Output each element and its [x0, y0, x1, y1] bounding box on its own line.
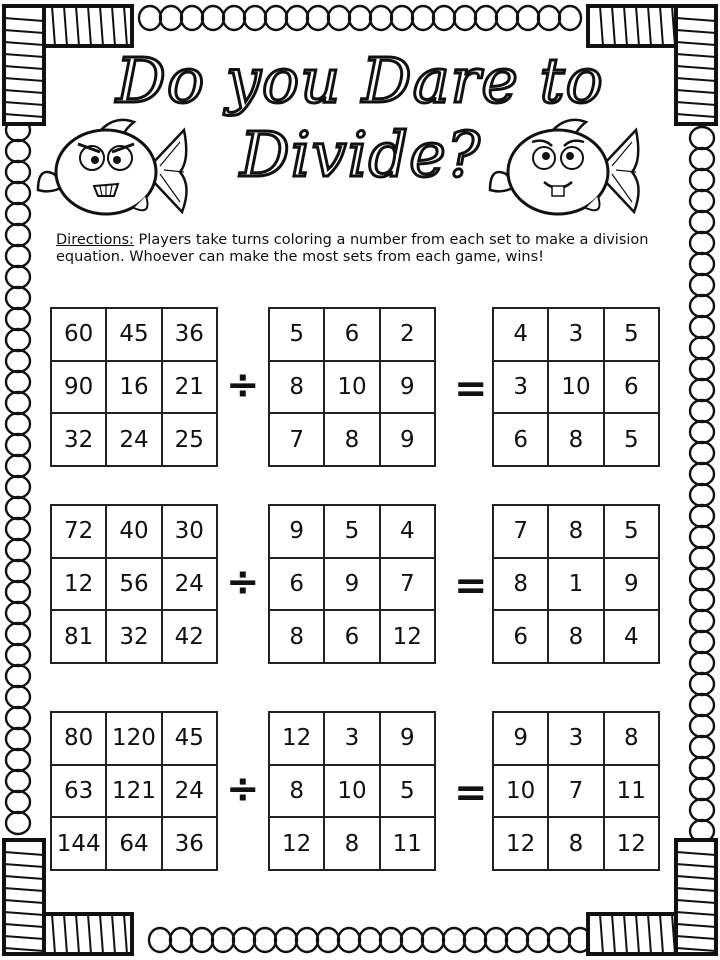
divide-sign: ÷: [226, 766, 260, 812]
divide-sign: ÷: [226, 362, 260, 408]
game-2-dividends-grid: [50, 504, 218, 664]
number-cell[interactable]: 36: [162, 817, 217, 870]
number-cell[interactable]: 30: [162, 505, 217, 558]
corner-ornament: [676, 840, 716, 954]
number-cell[interactable]: 12: [380, 610, 435, 663]
number-cell[interactable]: 8: [548, 505, 603, 558]
number-cell[interactable]: 24: [106, 413, 161, 466]
number-cell[interactable]: 8: [604, 712, 659, 765]
number-cell[interactable]: 3: [548, 308, 603, 361]
number-cell[interactable]: 8: [548, 610, 603, 663]
number-cell[interactable]: 9: [604, 558, 659, 611]
number-cell[interactable]: 4: [493, 308, 548, 361]
number-cell[interactable]: 5: [269, 308, 324, 361]
number-cell[interactable]: 9: [380, 712, 435, 765]
equals-sign: =: [454, 366, 488, 412]
number-cell[interactable]: 8: [493, 558, 548, 611]
game-1-divisors-grid: [268, 307, 436, 467]
number-cell[interactable]: 5: [380, 765, 435, 818]
number-cell[interactable]: 45: [162, 712, 217, 765]
number-cell[interactable]: 4: [380, 505, 435, 558]
game-1-dividends-grid: [50, 307, 218, 467]
number-cell[interactable]: 6: [269, 558, 324, 611]
game-2-divisors-grid: [268, 504, 436, 664]
number-cell[interactable]: 9: [493, 712, 548, 765]
number-cell[interactable]: 16: [106, 361, 161, 414]
number-cell[interactable]: 9: [380, 413, 435, 466]
number-cell[interactable]: 64: [106, 817, 161, 870]
number-cell[interactable]: 8: [324, 413, 379, 466]
number-cell[interactable]: 45: [106, 308, 161, 361]
number-cell[interactable]: 121: [106, 765, 161, 818]
number-cell[interactable]: 24: [162, 558, 217, 611]
number-cell[interactable]: 63: [51, 765, 106, 818]
angry-fish-icon: [34, 112, 194, 222]
directions-text: [56, 232, 656, 266]
number-cell[interactable]: 8: [269, 765, 324, 818]
game-3-divisors-grid: [268, 711, 436, 871]
number-cell[interactable]: 10: [548, 361, 603, 414]
number-cell[interactable]: 11: [604, 765, 659, 818]
number-cell[interactable]: 4: [604, 610, 659, 663]
number-cell[interactable]: 24: [162, 765, 217, 818]
corner-ornament: [4, 840, 44, 954]
number-cell[interactable]: 8: [324, 817, 379, 870]
number-cell[interactable]: 7: [548, 765, 603, 818]
game-3-dividends-grid: [50, 711, 218, 871]
number-cell[interactable]: 12: [493, 817, 548, 870]
number-cell[interactable]: 7: [493, 505, 548, 558]
directions-body: Players take turns coloring a number from each set to make a division equation. Whoever can make the most sets from each game, wins!: [56, 232, 649, 265]
number-cell[interactable]: 72: [51, 505, 106, 558]
number-cell[interactable]: 10: [324, 765, 379, 818]
equals-sign: =: [454, 563, 488, 609]
number-cell[interactable]: 7: [269, 413, 324, 466]
number-cell[interactable]: 6: [493, 610, 548, 663]
number-cell[interactable]: 81: [51, 610, 106, 663]
number-cell[interactable]: 2: [380, 308, 435, 361]
number-cell[interactable]: 12: [604, 817, 659, 870]
game-1-quotients-grid: [492, 307, 660, 467]
page-title-line-2: Divide?: [240, 118, 482, 191]
number-cell[interactable]: 25: [162, 413, 217, 466]
number-cell[interactable]: 5: [324, 505, 379, 558]
number-cell[interactable]: 6: [604, 361, 659, 414]
game-3-quotients-grid: [492, 711, 660, 871]
number-cell[interactable]: 144: [51, 817, 106, 870]
number-cell[interactable]: 80: [51, 712, 106, 765]
number-cell[interactable]: 8: [269, 610, 324, 663]
number-cell[interactable]: 12: [51, 558, 106, 611]
number-cell[interactable]: 5: [604, 308, 659, 361]
number-cell[interactable]: 8: [548, 413, 603, 466]
number-cell[interactable]: 10: [493, 765, 548, 818]
number-cell[interactable]: 3: [493, 361, 548, 414]
directions-label: Directions:: [56, 232, 134, 248]
number-cell[interactable]: 5: [604, 413, 659, 466]
number-cell[interactable]: 5: [604, 505, 659, 558]
number-cell[interactable]: 120: [106, 712, 161, 765]
number-cell[interactable]: 32: [51, 413, 106, 466]
number-cell[interactable]: 12: [269, 817, 324, 870]
number-cell[interactable]: 40: [106, 505, 161, 558]
number-cell[interactable]: 42: [162, 610, 217, 663]
number-cell[interactable]: 36: [162, 308, 217, 361]
number-cell[interactable]: 12: [269, 712, 324, 765]
number-cell[interactable]: 9: [380, 361, 435, 414]
number-cell[interactable]: 9: [324, 558, 379, 611]
happy-fish-icon: [486, 112, 646, 222]
number-cell[interactable]: 6: [324, 308, 379, 361]
number-cell[interactable]: 7: [380, 558, 435, 611]
page-title-line-1: Do you Dare to: [116, 44, 604, 117]
number-cell[interactable]: 32: [106, 610, 161, 663]
equals-sign: =: [454, 770, 488, 816]
divide-sign: ÷: [226, 559, 260, 605]
number-cell[interactable]: 3: [548, 712, 603, 765]
number-cell[interactable]: 11: [380, 817, 435, 870]
number-cell[interactable]: 6: [324, 610, 379, 663]
number-cell[interactable]: 9: [269, 505, 324, 558]
number-cell[interactable]: 10: [324, 361, 379, 414]
game-2-quotients-grid: [492, 504, 660, 664]
number-cell[interactable]: 21: [162, 361, 217, 414]
number-cell[interactable]: 8: [548, 817, 603, 870]
number-cell[interactable]: 6: [493, 413, 548, 466]
number-cell[interactable]: 1: [548, 558, 603, 611]
number-cell[interactable]: 3: [324, 712, 379, 765]
number-cell[interactable]: 90: [51, 361, 106, 414]
number-cell[interactable]: 60: [51, 308, 106, 361]
number-cell[interactable]: 56: [106, 558, 161, 611]
number-cell[interactable]: 8: [269, 361, 324, 414]
